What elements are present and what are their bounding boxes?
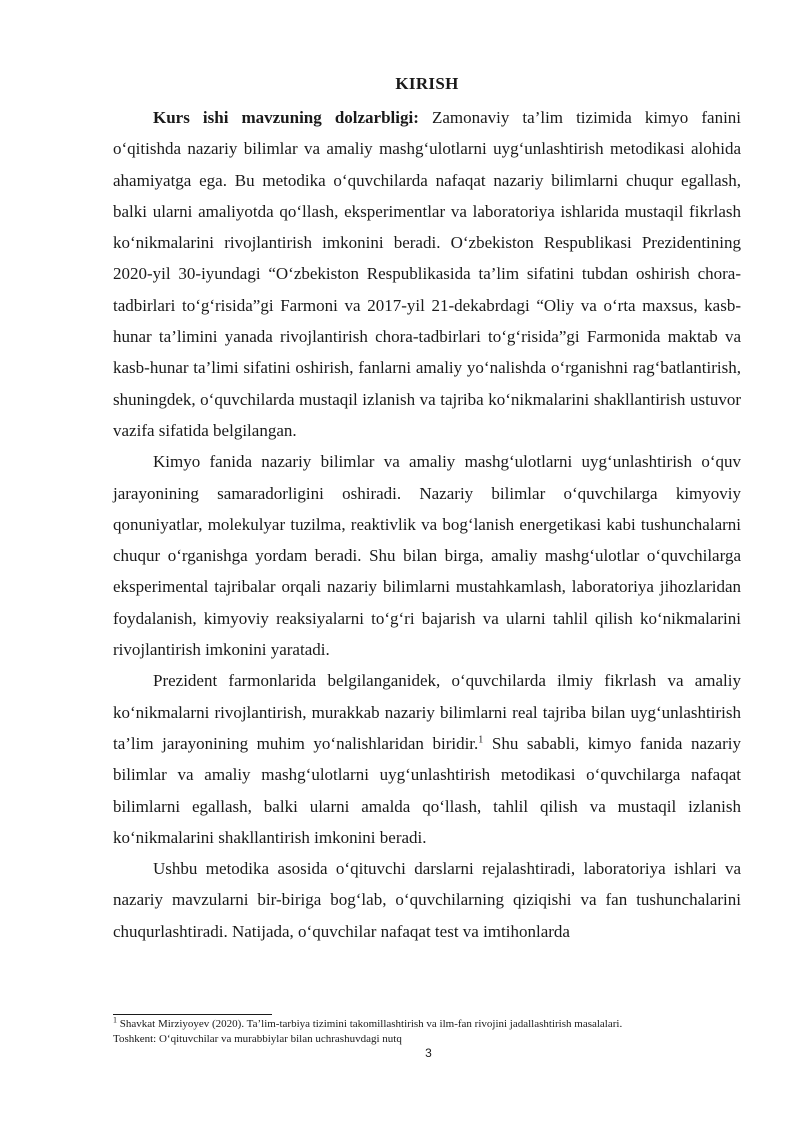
footnote	[113, 1017, 753, 1047]
footnote-line-2: Toshkent: O‘qituvchilar va murabbiylar bilan uchrashuvdagi nutq	[113, 1033, 402, 1045]
paragraph-3	[113, 665, 741, 853]
section-heading: KIRISH	[395, 74, 459, 93]
paragraph-1-body: Zamonaviy ta’lim tizimida kimyo fanini o‘qitishda nazariy bilimlar va amaliy mashg‘ulotlarni uyg‘unlashtirish metodikasi alohida ahamiyatga ega. Bu metodika o‘quvchilarda nafaqat nazariy bilimlarni chuqur egallash, balki ularni amaliyotda qo‘llash, eksperimentlar va laboratoriya ishlarida mustaqil fikrlash ko‘nikmalarini rivojlantirish imkonini beradi. O‘zbekiston Respublikasi Prezidentining 2020-yil 30-iyundagi “O‘zbekiston Respublikasida ta’lim sifatini tubdan oshirish chora-tadbirlari to‘g‘risida”gi Farmoni va 2017-yil 21-dekabrdagi “Oliy va o‘rta maxsus, kasb-hunar ta’limini yanada rivojlantirish chora-tadbirlari to‘g‘risida”gi Farmonida maktab va kasb-hunar ta’limi sifatini oshirish, fanlarni amaliy yo‘nalishda o‘rganishni rag‘batlantirish, shuningdek, o‘quvchilarda mustaqil izlanish va tajriba ko‘nikmalarini shakllantirish ustuvor vazifa sifatida belgilangan.	[113, 108, 742, 440]
page-number: 3	[425, 1046, 432, 1060]
footnote-line-1	[113, 1017, 753, 1032]
footnote-separator	[113, 1014, 272, 1015]
footnote-text-1: Shavkat Mirziyoyev (2020). Ta’lim-tarbiya tizimini takomillashtirish va ilm-fan rivojini jadallashtirish masalalari.	[117, 1018, 623, 1030]
footnote-marker: 1	[113, 1015, 117, 1025]
paragraph-3-after: Shu sababli, kimyo fanida nazariy bilimlar va amaliy mashg‘ulotlarni uyg‘unlashtirish metodikasi o‘quvchilarga nafaqat bilimlarni egallash, balki ularni amalda qo‘llash, tahlil qilish va mustaqil izlanish ko‘nikmalarini shakllantirish imkonini beradi.	[113, 733, 741, 847]
paragraph-1-lead: Kurs ishi mavzuning dolzarbligi:	[153, 108, 419, 127]
paragraph-4: Ushbu metodika asosida o‘qituvchi darslarni rejalashtiradi, laboratoriya ishlari va nazariy mavzularni bir-biriga bog‘lab, o‘quvchilarning qiziqishi va fan tushunchalarini chuqurlashtiradi. Natijada, o‘quvchilar nafaqat test va imtihonlarda	[113, 859, 741, 941]
page-body	[113, 72, 741, 947]
paragraph-2: Kimyo fanida nazariy bilimlar va amaliy mashg‘ulotlarni uyg‘unlashtirish o‘quv jarayonining samaradorligini oshiradi. Nazariy bilimlar o‘quvchilarga kimyoviy qonuniyatlar, molekulyar tuzilma, reaktivlik va bog‘lanish energetikasi kabi tushunchalarni chuqur o‘rganishga yordam beradi. Shu bilan birga, amaliy mashg‘ulotlar o‘quvchilarga eksperimental tajribalar orqali nazariy bilimlarni mustahkamlash, laboratoriya jihozlaridan foydalanish, kimyoviy reaksiyalarni to‘g‘ri bajarish va ularni tahlil qilish ko‘nikmalarini rivojlantirish imkonini yaratadi.	[113, 452, 741, 660]
paragraph-3-before: Prezident farmonlarida belgilanganidek, o‘quvchilarda ilmiy fikrlash va amaliy ko‘nikmalarni rivojlantirish, murakkab nazariy bilimlarni real tajriba bilan uyg‘unlashtirish ta’lim jarayonining muhim yo‘nalishlaridan biridir.	[113, 671, 741, 753]
paragraph-1	[113, 102, 741, 446]
footnote-reference[interactable]: 1	[478, 734, 484, 746]
